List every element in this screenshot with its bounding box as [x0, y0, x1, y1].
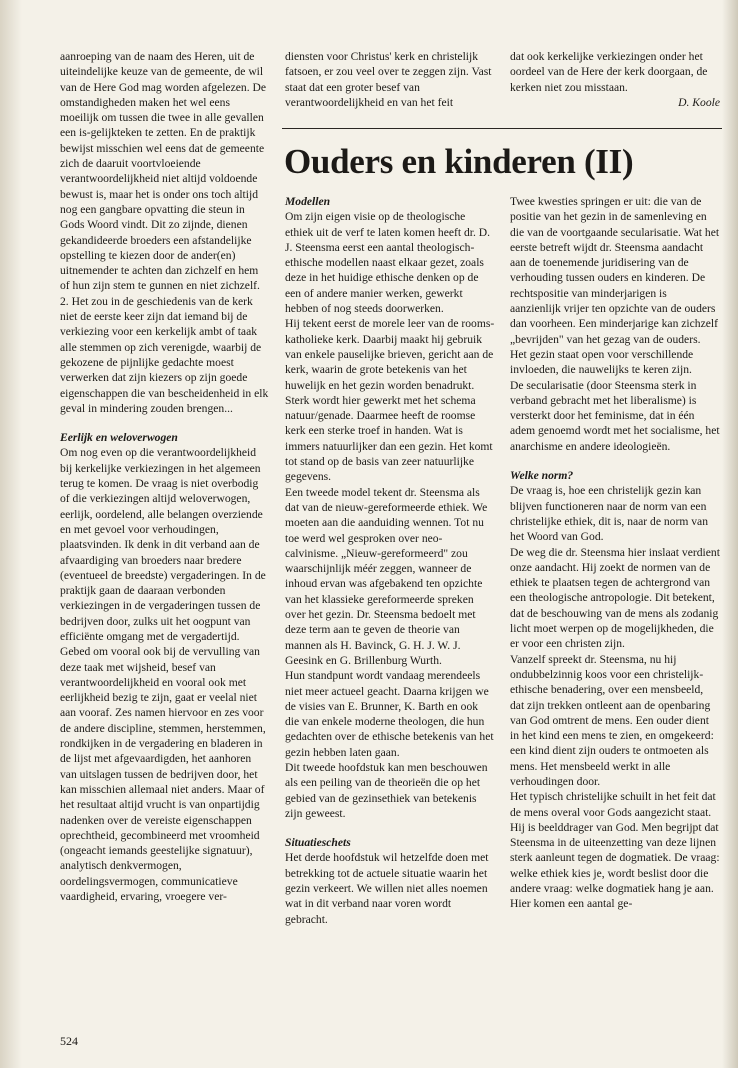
paragraph: De vraag is, hoe een christelijk gezin kan blijven functioneren naar de norm van een christelijke ethiek, dit is, naar de norm van het Woord van God.	[510, 484, 708, 544]
page-number: 524	[60, 1034, 78, 1048]
article-column-2	[285, 194, 495, 927]
article-title: Ouders en kinderen (II)	[284, 142, 634, 181]
paragraph: Hun standpunt wordt vandaag merendeels niet meer actueel geacht. Daarna krijgen we de visies van E. Brunner, K. Barth en ook die van enkele moderne theologen, die hun gedachten over de ethische betekenis van het gezin hebben laten gaan.	[285, 669, 494, 759]
paragraph: De secularisatie (door Steensma sterk in verband gebracht met het liberalisme) is versterkt door het feminisme, dat in één adem genoemd wordt met het socialisme, het anarchisme en andere ideologieën.	[510, 378, 720, 453]
paragraph: Een tweede model tekent dr. Steensma als dat van de nieuw-gereformeerde ethiek. We moeten aan die aanduiding wennen. Tot nu toe werd wel gesproken over neo-calvinisme. „Nieuw-gereformeerd" zou waarschijnlijk méér zeggen, wanneer de inhoud ervan was afgebakend ten opzichte van het klassieke gereformeerde spreken over het gezin. Dr. Steensma bedoelt met deze term aan te geven de theorie van mannen als H. Bavinck, G. H. J. W. J. Geesink en G. Brillenburg Wurth.	[285, 485, 488, 667]
article-divider	[282, 128, 722, 129]
article-column-3	[510, 194, 720, 912]
paragraph: Vanzelf spreekt dr. Steensma, nu hij ondubbelzinnig koos voor een christelijk-ethische benadering, over een mensbeeld, dat zijn trekken ontleent aan de openbaring van God omtrent de mens. Een ouder dient in het kind een mens te zien, en omgekeerd: een kind dient zijn ouders te ontmoeten als mens. Het mensbeeld werkt in alle verhoudingen door.	[510, 652, 714, 788]
paragraph: Hij tekent eerst de morele leer van de rooms-katholieke kerk. Daarbij maakt hij gebruik van enkele pauselijke brieven, gericht aan de kerk, waarin de grote betekenis van het huwelijk en het gezin worden benadrukt. Sterk wordt hier gewerkt met het schema natuur/genade. Daarmee heeft de roomse kerk een sterke troef in handen. Wat is immers natuurlijker dan een gezin. Het komt tot stand op de basis van zeer natuurlijke gegevens.	[285, 317, 495, 484]
paragraph: Dit tweede hoofdstuk kan men beschouwen als een peiling van de theorieën die op het gebied van de gezinsethiek van betekenis zijn geweest.	[285, 760, 488, 820]
paragraph: Om nog even op die verantwoordelijkheid bij kerkelijke verkiezingen in het algemeen terug te komen. De vraag is niet overbodig of die verkiezingen altijd weloverwogen, eerlijk, oordelend, alle belangen overziende en met gevoel voor verhoudingen, plaatsvinden. Ik denk in dit verband aan de afvaardiging van broeders naar bredere (eventueel de breedste) vergaderingen. In de praktijk gaan de daaraan verbonden verkiezingen in de vergaderingen tussen de bedrijven door, zulks uit het oogpunt van efficiënte omgang met de vergadertijd. Gebed om vooral ook bij de vervulling van deze taak met wijsheid, besef van verantwoordelijkheid en vooral ook met eerlijkheid bezig te zijn, gaat er veelal niet aan vooraf. Zes namen hiervoor en zes voor de andere discipline, stemmen, herstemmen, rondkijken in de vergadering en bladeren in de lijst met afgevaardigden, het aanhoren van uitslagen tussen de bedrijven door, het kan misschien allemaal niet anders. Maar of het resultaat altijd vrucht is van onpartijdig nadenken over de vereiste eigenschappen oprechtheid, gecombineerd met vroomheid (ongeacht iemands geestelijke signatuur), analytisch denkvermogen, oordelingsvermogen, communicatieve vaardigheid, ervaring, vroegere ver-	[60, 446, 266, 904]
paragraph: diensten voor Christus' kerk en christelijk fatsoen, er zou veel over te zeggen zijn. Vast staat dat een groter besef van verantwoordelijkheid en van het feit	[285, 50, 492, 109]
previous-article-column-2	[285, 49, 495, 110]
author-signature: D. Koole	[678, 95, 720, 109]
paragraph: Het derde hoofdstuk wil hetzelfde doen met betrekking tot de actuele situatie waarin het gezin verkeert. We willen niet alles noemen wat in dit verband naar voren wordt gebracht.	[285, 851, 489, 926]
paragraph: aanroeping van de naam des Heren, uit de uiteindelijke keuze van de gemeente, de wil van de Here God mag worden afgelezen. De omstandigheden maken het wel eens moeilijk om tussen die twee in alle gevallen een is-gelijkteken te zetten. En de praktijk bewijst misschien wel eens dat de gemeente zich de daaruit voortvloeiende verantwoordelijkheid niet altijd voldoende bewust is, maar het is onder ons toch altijd nog een gangbare opvatting die steun in Gods Woord vindt. Dit zo zijnde, dienen gekandideerde broeders een afstandelijke opstelling te kiezen door de ander(en) uitnemender te achten dan zichzelf en hem of hun zijn stem te gunnen en niet zichzelf.	[60, 50, 267, 293]
section-heading: Welke norm?	[510, 469, 574, 483]
paragraph: 2. Het zou in de geschiedenis van de kerk niet de eerste keer zijn dat iemand bij de verkiezing voor een kerkelijk ambt of taak alle stemmen op zich verenigde, waarbij de gekozene de pijnlijke gedachte moest verwerken dat zijn kiezers op zijn goede eigenschappen die van bescheidenheid in elk geval in mindering zouden brengen...	[60, 294, 269, 415]
paragraph: Het typisch christelijke schuilt in het feit dat de mens overal voor Gods aangezicht staat. Hij is beelddrager van God. Men begrijpt dat Steensma in de uiteenzetting van deze lijnen sterk aanleunt tegen de dogmatiek. De vraag: welke ethiek kies je, wordt beslist door die andere vraag: welke dogmatiek hang je aan. Hier komen een aantal ge-	[510, 790, 720, 911]
paragraph: dat ook kerkelijke verkiezingen onder het oordeel van de Here der kerk doorgaan, de kerken niet zou misstaan.	[510, 50, 708, 94]
page-gutter-shadow	[0, 0, 22, 1068]
previous-article-column-3	[510, 49, 720, 110]
paragraph: De weg die dr. Steensma hier inslaat verdient onze aandacht. Hij zoekt de normen van de ethiek te plaatsen tegen de achtergrond van een theologische antropologie. Dit betekent, dat de beschouwing van de mens als zodanig licht moet werpen op de mogelijkheden, die er voor een christen zijn.	[510, 545, 720, 651]
paragraph: Om zijn eigen visie op de theologische ethiek uit de verf te laten komen heeft dr. D. J. Steensma eerst een aantal theologisch-ethische modellen naast elkaar gezet, zoals deze in het huidige ethische denken op de een of andere manier werken, gewerkt hebben of nog steeds doorwerken.	[285, 210, 491, 316]
section-heading: Eerlijk en weloverwogen	[60, 431, 178, 445]
section-heading: Situatieschets	[285, 836, 351, 850]
page-edge-shadow	[722, 0, 738, 1068]
section-heading: Modellen	[285, 195, 331, 208]
previous-article-column-1	[60, 49, 270, 904]
paragraph: Twee kwesties springen er uit: die van de positie van het gezin in de samenleving en die van de voortgaande secularisatie. Wat het eerste betreft wijdt dr. Steensma aandacht aan de toenemende juridisering van de verhouding tussen ouders en kinderen. De rechtspositie van minderjarigen is aanzienlijk vrijer ten opzichte van de ouders dan voorheen. Een minderjarige kan zichzelf „bevrijden" van het gezag van de ouders. Het gezin staat open voor verschillende invloeden, die nauwelijks te keren zijn.	[510, 195, 720, 377]
